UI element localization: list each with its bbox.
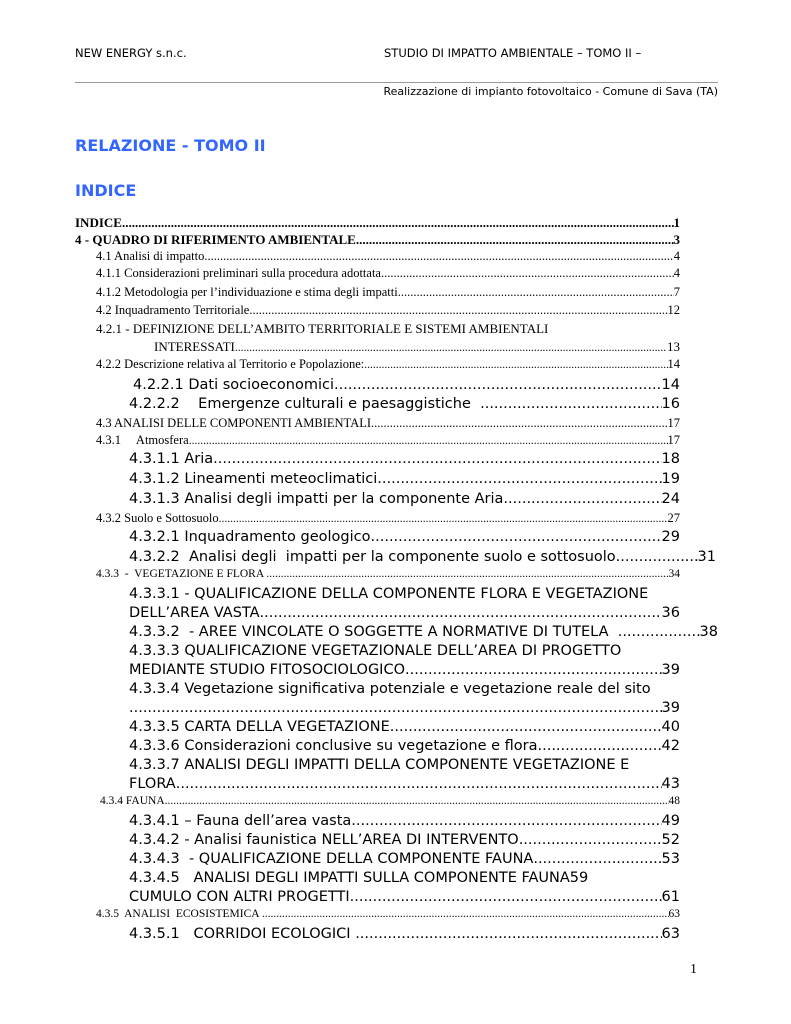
toc-entry-title: 4.3.2.2 Analisi degli impatti per la componente suolo e sottosuolo [129,549,616,565]
toc-entry-page: 3 [673,232,680,247]
toc-entry-page: 38 [699,624,718,640]
toc-entry[interactable] [75,832,680,851]
page-number: 1 [690,962,697,977]
toc-entry-page: 19 [661,471,680,487]
toc-entry-page: 39 [661,700,680,716]
toc-entry[interactable] [75,433,680,451]
toc-entry-title: 4 - QUADRO DI RIFERIMENTO AMBIENTALE [75,232,356,247]
toc-entry[interactable] [75,586,680,624]
toc-entry-page: 14 [661,377,680,393]
toc-entry-title: 4.3.3.7 ANALISI DEGLI IMPATTI DELLA COMPONENTE VEGETAZIONE E [129,757,630,773]
toc-entry-page: 52 [661,832,680,848]
toc-entry-page: 42 [661,738,680,754]
toc-entry-title: 4.3 ANALISI DELLE COMPONENTI AMBIENTALI [96,416,372,430]
toc-entry-title: 4.3.3.6 Considerazioni conclusive su vegetazione e flora [129,738,538,754]
toc-entry-page: 18 [661,451,680,467]
toc-entry-title: 4.3.3.2 - AREE VINCOLATE O SOGGETTE A NORMATIVE DI TUTELA [129,624,618,640]
toc-entry-title: 4.2 Inquadramento Territoriale [96,303,250,317]
toc-entry[interactable] [75,568,680,586]
toc-entry-title: 4.3.3.3 QUALIFICAZIONE VEGETAZIONALE DELL’AREA DI PROGETTO [129,643,622,659]
toc-entry-title: 4.3.3.5 CARTA DELLA VEGETAZIONE [129,719,390,735]
toc-entry-title: 4.3.5 ANALISI ECOSISTEMICA [96,908,262,920]
toc-entry-page: 34 [668,568,680,580]
toc-entry-page: 49 [661,813,680,829]
toc-entry[interactable] [75,416,680,433]
toc-entry-page: 4 [673,266,680,280]
toc-entry-title: 4.3.2 Suolo e Sottosuolo [96,511,219,525]
toc-entry-page: 63 [668,908,680,920]
toc-entry[interactable] [75,232,680,249]
toc-entry-page: 12 [667,303,680,317]
toc-entry-page: 36 [661,605,680,621]
toc-entry-title: 4.2.2.2 Emergenze culturali e paesaggistiche [129,396,481,412]
toc-entry-title: 4.3.4 FAUNA [100,795,165,807]
toc-entry-title: INDICE [75,215,122,230]
toc-entry[interactable] [75,681,680,719]
toc-entry[interactable] [75,643,680,681]
toc-entry-page: 7 [673,285,680,299]
toc-entry[interactable] [75,377,680,396]
table-of-contents [75,215,718,945]
toc-entry-page: 1 [673,215,680,230]
toc-entry-page: 63 [661,926,680,942]
header-divider [75,82,718,83]
toc-entry-page: 14 [667,357,680,371]
toc-entry-title: 4.3.1 Atmosfera [96,433,189,447]
toc-entry-title-cont: FLORA [129,776,176,792]
toc-entry-title: 4.3.3.1 - QUALIFICAZIONE DELLA COMPONENTE FLORA E VEGETAZIONE [129,586,649,602]
toc-entry-title: 4.1.2 Metodologia per l’individuazione e stima degli impatti [96,285,398,299]
toc-entry-page: 61 [661,889,680,905]
toc-entry-page: 4 [673,249,680,263]
toc-entry-title: 4.3.4.2 - Analisi faunistica NELL’AREA DI INTERVENTO [129,832,519,848]
toc-entry-page: 43 [661,776,680,792]
index-heading: INDICE [75,181,137,200]
toc-entry[interactable] [75,757,680,795]
toc-entry-page: 29 [661,529,680,545]
toc-entry-page: 27 [667,511,680,525]
toc-entry-title: 4.1.1 Considerazioni preliminari sulla procedura adottata [96,266,381,280]
toc-entry-page: 48 [668,795,680,807]
toc-entry-title-cont: INTERESSATI [154,339,235,354]
toc-entry-title: 4.3.3.4 Vegetazione significativa potenziale e vegetazione reale del sito [129,681,651,697]
toc-entry-title: 4.1 Analisi di impatto [96,249,205,263]
toc-entry-title: 4.3.4.3 - QUALIFICAZIONE DELLA COMPONENTE FAUNA [129,851,534,867]
toc-entry-page: 16 [661,396,680,412]
toc-entry-title: 4.3.4.5 ANALISI DEGLI IMPATTI SULLA COMPONENTE FAUNA [129,870,570,886]
header-company: NEW ENERGY s.n.c. [75,46,187,60]
page-title: RELAZIONE - TOMO II [75,136,266,155]
toc-entry-title: 4.3.5.1 CORRIDOI ECOLOGICI [129,926,356,942]
toc-entry[interactable] [75,549,716,568]
toc-entry-title: 4.2.2.1 Dati socioeconomici [133,377,334,393]
toc-entry-title: 4.3.1.3 Analisi degli impatti per la componente Aria [129,491,504,507]
toc-entry-title-cont: MEDIANTE STUDIO FITOSOCIOLOGICO [129,662,405,678]
toc-entry[interactable] [75,719,680,738]
toc-entry-page: 53 [661,851,680,867]
toc-entry[interactable] [75,624,718,643]
toc-entry-title: 4.3.1.1 Aria [129,451,214,467]
toc-entry[interactable] [75,529,680,549]
toc-entry-page: 13 [667,339,680,354]
header-document-title: STUDIO DI IMPATTO AMBIENTALE – TOMO II – [384,46,642,60]
toc-entry[interactable] [75,908,680,926]
toc-entry-page: 31 [697,549,716,565]
toc-entry[interactable] [75,249,680,266]
toc-entry-title: 4.3.2.1 Inquadramento geologico [129,529,371,545]
toc-entry-title: 4.3.4.1 – Fauna dell’area vasta [129,813,352,829]
toc-entry[interactable] [75,285,680,303]
header-subtitle: Realizzazione di impianto fotovoltaico - Comune di Sava (TA) [383,85,718,98]
toc-entry[interactable] [75,266,680,285]
toc-entry-page: 24 [661,491,680,507]
toc-entry[interactable] [75,451,680,471]
toc-entry-page-inline: 59 [569,870,589,886]
toc-entry-title: 4.2.2 Descrizione relativa al Territorio e Popolazione: [96,357,365,371]
toc-entry-title: 4.2.1 - DEFINIZIONE DELL’AMBITO TERRITORIALE E SISTEMI AMBIENTALI [96,321,549,336]
toc-entry[interactable] [75,471,680,491]
toc-entry-title-cont: CUMULO CON ALTRI PROGETTI [129,889,350,905]
toc-entry[interactable] [75,738,680,757]
toc-entry[interactable] [75,851,680,870]
toc-entry-title: 4.3.3 - VEGETAZIONE E FLORA [96,568,267,580]
toc-entry[interactable] [75,870,680,908]
toc-entry[interactable] [75,795,680,813]
toc-entry[interactable] [75,303,680,321]
toc-entry-page: 17 [667,416,680,430]
toc-entry-title: 4.3.1.2 Lineamenti meteoclimatici [129,471,378,487]
toc-entry[interactable] [75,511,680,529]
toc-entry[interactable] [75,813,680,832]
toc-entry[interactable] [75,396,680,416]
toc-entry[interactable] [75,357,680,377]
toc-entry-page: 39 [661,662,680,678]
toc-entry-title-cont: DELL’AREA VASTA [129,605,260,621]
toc-entry[interactable] [75,491,680,511]
toc-entry[interactable] [75,321,680,357]
toc-entry[interactable] [75,926,680,945]
toc-entry-page: 17 [667,433,680,447]
toc-entry[interactable] [75,215,680,232]
toc-entry-page: 40 [661,719,680,735]
